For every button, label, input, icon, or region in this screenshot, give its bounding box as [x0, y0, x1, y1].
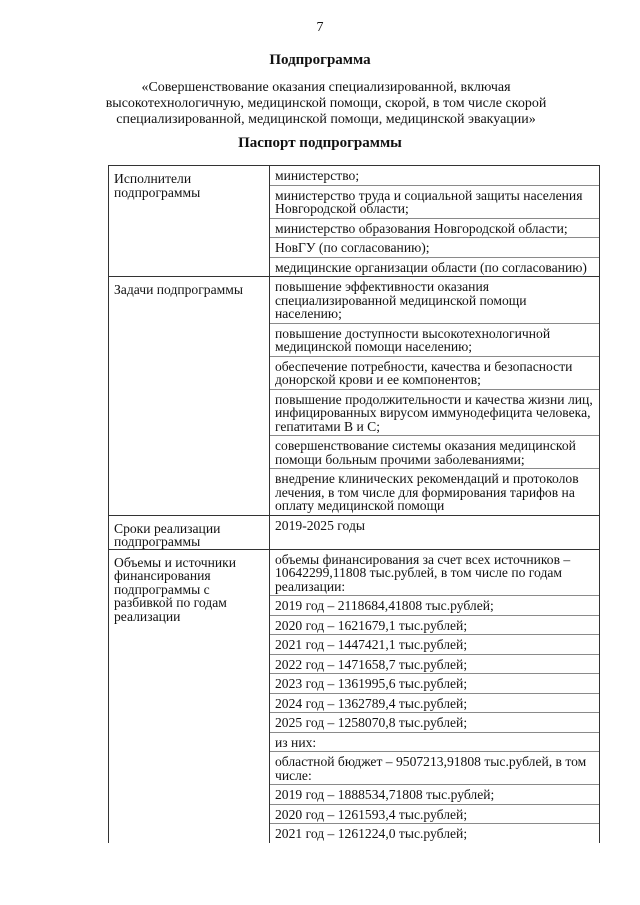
passport-title: Паспорт подпрограммы: [238, 135, 402, 151]
task-item: обеспечение потребности, качества и безопасности донорской крови и ее компонентов;: [270, 357, 599, 390]
funding-year-all: 2024 год – 1362789,4 тыс.рублей;: [270, 694, 599, 714]
executors-value: [270, 166, 600, 277]
executor-item: министерство труда и социальной защиты населения Новгородской области;: [270, 186, 599, 219]
terms-value: [270, 515, 600, 549]
task-item: повышение продолжительности и качества жизни лиц, инфицированных вирусом иммунодефицита человека, гепатитами В и С;: [270, 390, 599, 437]
task-item: повышение эффективности оказания специализированной медицинской помощи населению;: [270, 277, 599, 324]
row-executors: [109, 166, 600, 277]
funding-year-all: 2019 год – 2118684,41808 тыс.рублей;: [270, 596, 599, 616]
task-item: внедрение клинических рекомендаций и протоколов лечения, в том числе для формирования тарифов на оплату медицинской помощи: [275, 471, 579, 513]
row-terms: [109, 515, 600, 549]
funding-year-all: 2020 год – 1621679,1 тыс.рублей;: [270, 616, 599, 636]
executor-item: НовГУ (по согласованию);: [270, 238, 599, 258]
executor-item: медицинские организации области (по согласованию): [275, 259, 587, 275]
task-item: совершенствование системы оказания медицинской помощи больным прочими заболеваниями;: [270, 436, 599, 469]
funding-year-regional: 2021 год – 1261224,0 тыс.рублей;: [275, 826, 468, 841]
row-tasks: [109, 277, 600, 516]
passport-table: [108, 165, 600, 843]
funding-year-regional: 2020 год – 1261593,4 тыс.рублей;: [270, 805, 599, 825]
funding-year-all: 2021 год – 1447421,1 тыс.рублей;: [270, 635, 599, 655]
funding-regional-intro: областной бюджет – 9507213,91808 тыс.рублей, в том числе:: [270, 752, 599, 785]
funding-year-all: 2025 год – 1258070,8 тыс.рублей;: [270, 713, 599, 733]
funding-year-all: 2022 год – 1471658,7 тыс.рублей;: [270, 655, 599, 675]
tasks-label: Задачи подпрограммы: [109, 277, 270, 516]
document-title: Подпрограмма: [269, 52, 371, 68]
funding-year-all: 2023 год – 1361995,6 тыс.рублей;: [270, 674, 599, 694]
funding-value: [270, 549, 600, 843]
page-number: 7: [316, 20, 324, 35]
executors-label: Исполнители подпрограммы: [109, 166, 270, 277]
executor-item: министерство;: [270, 166, 599, 186]
terms-label: Сроки реализации подпрограммы: [109, 515, 270, 549]
funding-year-regional: 2019 год – 1888534,71808 тыс.рублей;: [270, 785, 599, 805]
tasks-value: [270, 277, 600, 516]
terms-text: 2019-2025 годы: [275, 517, 365, 533]
row-funding: [109, 549, 600, 843]
funding-of-which: из них:: [270, 733, 599, 753]
document-subtitle: «Совершенствование оказания специализированной, включая высокотехнологичную, медицинской помощи, скорой, в том числе скорой специализированной, медицинской помощи, медицинской эвакуации»: [105, 80, 547, 127]
funding-intro: объемы финансирования за счет всех источников – 10642299,11808 тыс.рублей, в том числе по годам реализации:: [270, 550, 599, 597]
executor-item: министерство образования Новгородской области;: [270, 219, 599, 239]
funding-label: Объемы и источники финансирования подпрограммы с разбивкой по годам реализации: [109, 549, 270, 843]
task-item: повышение доступности высокотехнологичной медицинской помощи населению;: [270, 324, 599, 357]
